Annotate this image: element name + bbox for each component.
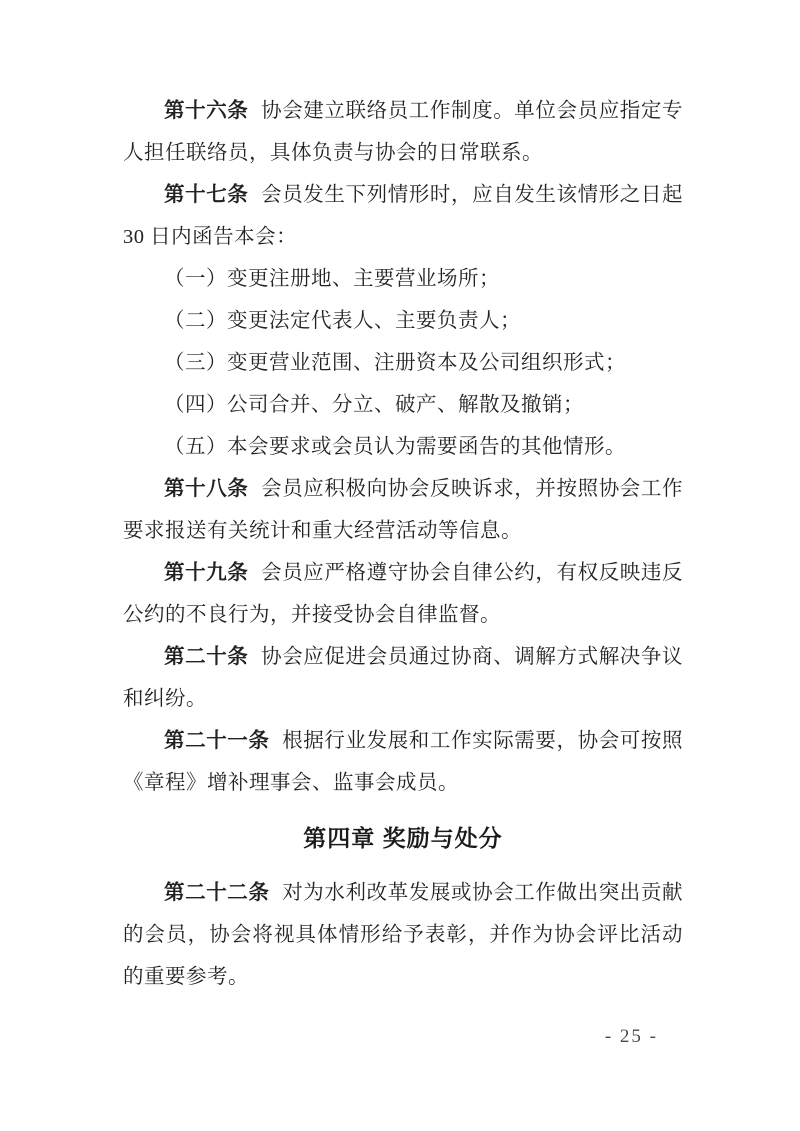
article-22 xyxy=(123,872,683,998)
article-text: 协会建立联络员工作制度。单位会员应指定专人担任联络员，具体负责与协会的日常联系。 xyxy=(123,100,684,164)
article-text: 根据行业发展和工作实际需要，协会可按照《章程》增补理事会、监事会成员。 xyxy=(123,730,683,794)
article-term: 第十八条 xyxy=(164,478,249,500)
list-item-1 xyxy=(123,258,683,300)
article-17 xyxy=(123,174,683,258)
list-item-text: （一）变更注册地、主要营业场所； xyxy=(164,268,500,290)
article-18 xyxy=(123,468,683,552)
list-item-text: （三）变更营业范围、注册资本及公司组织形式； xyxy=(164,352,626,374)
list-item-text: （五）本会要求或会员认为需要函告的其他情形。 xyxy=(164,436,626,458)
article-text: 协会应促进会员通过协商、调解方式解决争议和纠纷。 xyxy=(123,646,684,710)
page-number: - 25 - xyxy=(604,1026,658,1047)
chapter-heading: 第四章 奖励与处分 xyxy=(303,825,503,851)
article-20 xyxy=(123,636,683,720)
list-item-5 xyxy=(123,426,683,468)
article-21 xyxy=(123,720,683,804)
article-19 xyxy=(123,552,683,636)
article-text: 会员发生下列情形时，应自发生该情形之日起 30 日内函告本会： xyxy=(123,184,684,248)
list-item-3 xyxy=(123,342,683,384)
article-term: 第十九条 xyxy=(164,562,249,584)
list-item-text: （四）公司合并、分立、破产、解散及撤销； xyxy=(164,394,584,416)
list-item-2 xyxy=(123,300,683,342)
article-term: 第十六条 xyxy=(164,100,249,122)
article-term: 第二十一条 xyxy=(164,730,270,752)
article-text: 对为水利改革发展或协会工作做出突出贡献的会员，协会将视具体情形给予表彰，并作为协会评比活动的重要参考。 xyxy=(123,882,683,988)
article-term: 第十七条 xyxy=(164,184,249,206)
article-text: 会员应积极向协会反映诉求，并按照协会工作要求报送有关统计和重大经营活动等信息。 xyxy=(123,478,684,542)
article-term: 第二十二条 xyxy=(164,882,270,904)
article-text: 会员应严格遵守协会自律公约，有权反映违反公约的不良行为，并接受协会自律监督。 xyxy=(123,562,684,626)
article-term: 第二十条 xyxy=(164,646,249,668)
article-16 xyxy=(123,90,683,174)
list-item-text: （二）变更法定代表人、主要负责人； xyxy=(164,310,521,332)
list-item-4 xyxy=(123,384,683,426)
